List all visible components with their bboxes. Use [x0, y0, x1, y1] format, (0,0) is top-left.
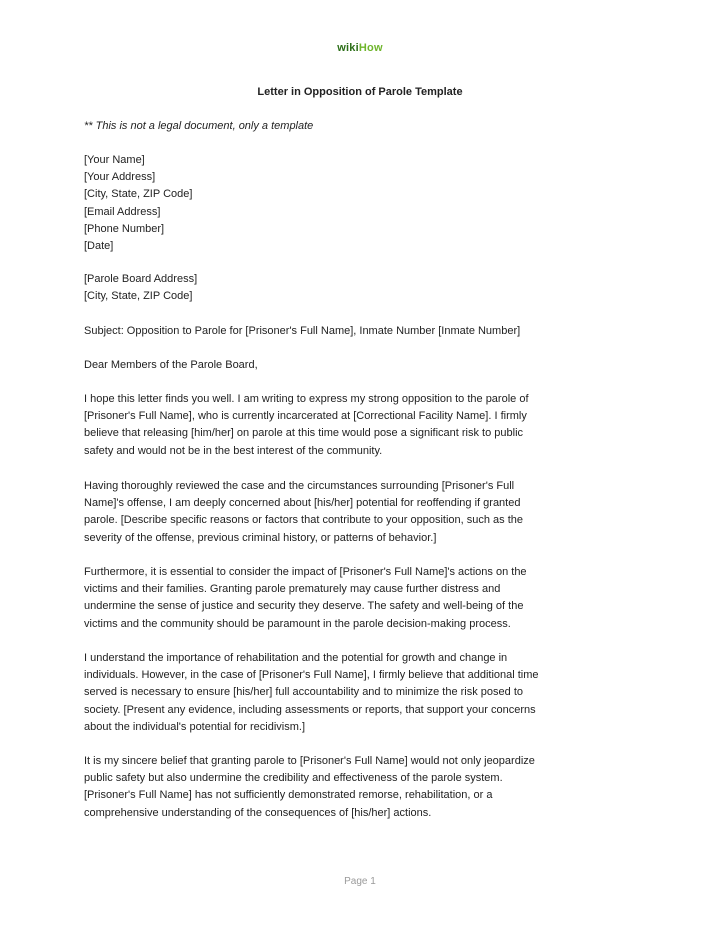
- paragraph-line: Having thoroughly reviewed the case and the circumstances surrounding [Prisoner's Full: [84, 480, 515, 492]
- paragraph-line: [Prisoner's Full Name], who is currently incarcerated at [Correctional Facility Name]. I firmly: [84, 410, 527, 423]
- paragraph-line: victims and their families. Granting parole prematurely may cause further distress and: [84, 583, 501, 596]
- paragraph-line: individuals. However, in the case of [Prisoner's Full Name], I firmly believe that additional time: [84, 669, 539, 682]
- sender-phone-line: [Phone Number]: [84, 222, 165, 235]
- recipient-city-line: [City, State, ZIP Code]: [84, 290, 193, 303]
- paragraph-line: I understand the importance of rehabilitation and the potential for growth and change in: [84, 652, 508, 664]
- paragraph-line: severity of the offense, previous criminal history, or patterns of behavior.]: [84, 531, 437, 544]
- paragraph-1: [84, 391, 614, 460]
- paragraph-line: society. [Present any evidence, including assessments or reports, that support your concerns: [84, 703, 536, 716]
- paragraph-3: [84, 564, 614, 633]
- paragraph-line: [Prisoner's Full Name] has not sufficiently demonstrated remorse, rehabilitation, or a: [84, 789, 493, 802]
- paragraph-line: safety and would not be in the best interest of the community.: [84, 444, 383, 457]
- salutation: Dear Members of the Parole Board,: [84, 359, 258, 371]
- paragraph-2: [84, 478, 614, 547]
- paragraph-line: victims and the community should be paramount in the parole decision-making process.: [84, 617, 511, 630]
- paragraph-line: Furthermore, it is essential to consider the impact of [Prisoner's Full Name]'s actions on the: [84, 566, 527, 578]
- paragraph-line: comprehensive understanding of the consequences of [his/her] actions.: [84, 806, 432, 819]
- recipient-address-line: [Parole Board Address]: [84, 273, 198, 285]
- paragraph-line: about the individual's potential for recidivism.]: [84, 720, 305, 733]
- wikihow-logo: [0, 42, 720, 54]
- subject-line: Subject: Opposition to Parole for [Prisoner's Full Name], Inmate Number [Inmate Number]: [84, 325, 521, 337]
- logo-wiki-text: wiki: [337, 42, 359, 54]
- paragraph-line: Name]'s offense, I am deeply concerned about [his/her] potential for reoffending if granted: [84, 497, 521, 510]
- paragraph-line: I hope this letter finds you well. I am writing to express my strong opposition to the parole of: [84, 393, 529, 405]
- sender-address-line: [Your Address]: [84, 171, 156, 184]
- sender-city-line: [City, State, ZIP Code]: [84, 188, 193, 201]
- paragraph-line: It is my sincere belief that granting parole to [Prisoner's Full Name] would not only jeopardize: [84, 755, 535, 767]
- sender-email-line: [Email Address]: [84, 205, 161, 218]
- sender-date-line: [Date]: [84, 240, 114, 253]
- sender-name-line: [Your Name]: [84, 154, 145, 166]
- paragraph-5: [84, 753, 614, 822]
- paragraph-4: [84, 650, 614, 736]
- sender-address-block: [84, 152, 614, 255]
- paragraph-line: parole. [Describe specific reasons or factors that contribute to your opposition, such as the: [84, 514, 524, 527]
- paragraph-line: public safety but also undermine the credibility and effectiveness of the parole system.: [84, 772, 503, 785]
- page-number-footer: Page 1: [344, 876, 376, 887]
- logo-how-text: How: [358, 42, 383, 54]
- recipient-address-block: [84, 271, 614, 305]
- document-title: Letter in Opposition of Parole Template: [257, 86, 463, 98]
- paragraph-line: served is necessary to ensure [his/her] full accountability and to minimize the risk posed to: [84, 686, 523, 699]
- paragraph-line: undermine the sense of justice and security they deserve. The safety and well-being of the: [84, 600, 524, 613]
- paragraph-line: believe that releasing [him/her] on parole at this time would pose a significant risk to public: [84, 427, 524, 440]
- template-disclaimer: ** This is not a legal document, only a template: [84, 120, 314, 132]
